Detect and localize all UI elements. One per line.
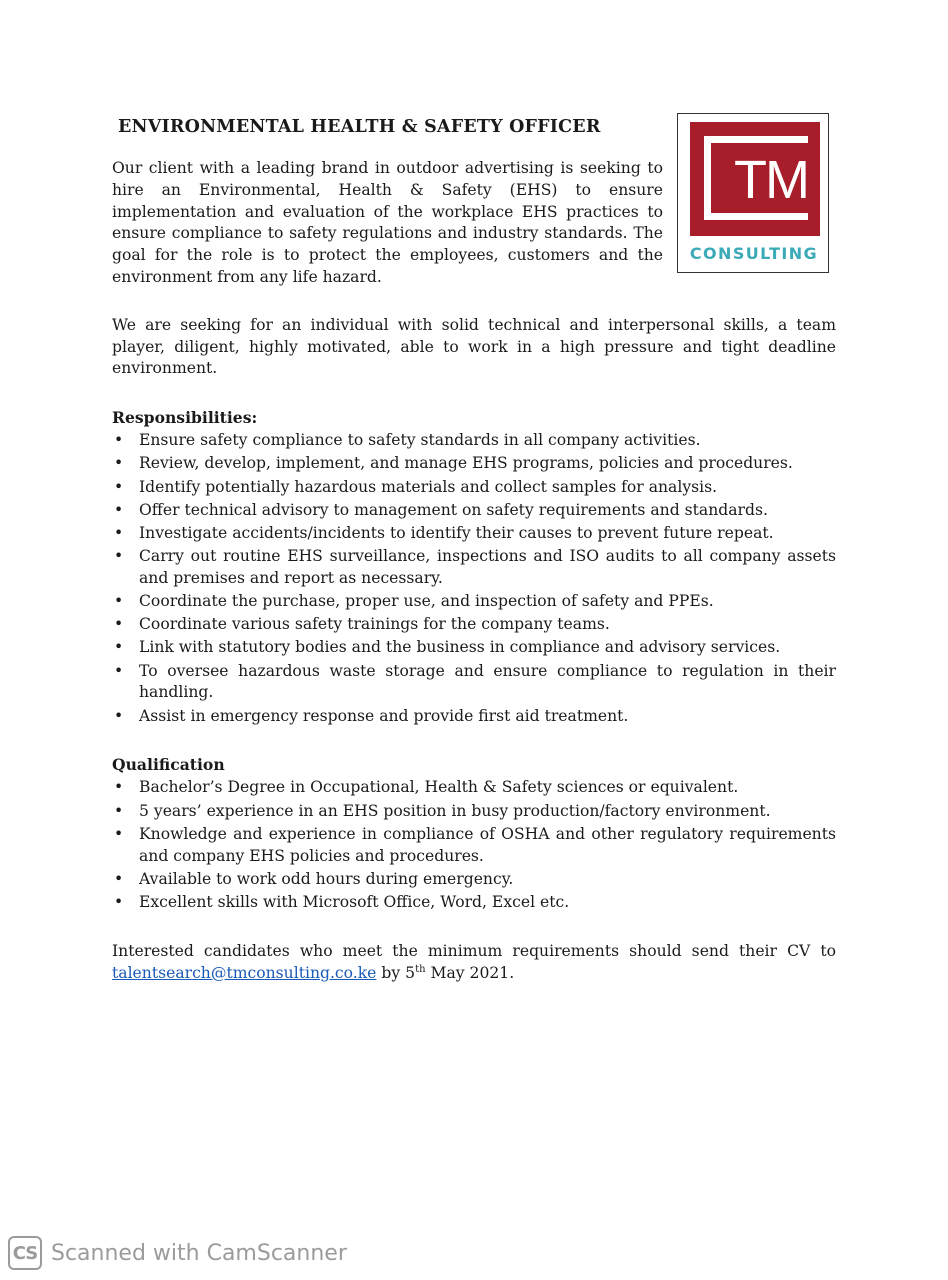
bullet-icon: • <box>114 592 124 611</box>
logo-red-block <box>690 122 820 236</box>
list-item: • Review, develop, implement, and manage EHS programs, policies and procedures. <box>112 453 836 475</box>
qualifications-list <box>112 777 836 913</box>
bullet-icon: • <box>114 801 124 820</box>
list-item: • Excellent skills with Microsoft Office, Word, Excel etc. <box>112 892 836 914</box>
qualification-heading: Qualification <box>112 755 225 775</box>
camscanner-watermark <box>8 1233 347 1273</box>
closing-deadline-prefix: by 5 <box>376 963 416 982</box>
list-item: • Coordinate various safety trainings for the company teams. <box>112 614 836 636</box>
tm-consulting-logo <box>677 113 829 273</box>
bullet-icon: • <box>114 706 124 725</box>
list-item: • Investigate accidents/incidents to identify their causes to prevent future repeat. <box>112 523 836 545</box>
logo-name: CONSULTING <box>689 244 819 263</box>
bullet-icon: • <box>114 547 124 566</box>
bullet-icon: • <box>114 477 124 496</box>
document-page <box>112 112 836 984</box>
job-title: ENVIRONMENTAL HEALTH & SAFETY OFFICER <box>118 117 601 137</box>
bullet-icon: • <box>114 500 124 519</box>
email-link[interactable]: talentsearch@tmconsulting.co.ke <box>112 963 377 982</box>
header-section <box>112 115 836 289</box>
intro-column <box>112 115 663 289</box>
list-item: • 5 years’ experience in an EHS position in busy production/factory environment. <box>112 801 836 823</box>
candidate-profile-paragraph: We are seeking for an individual with solid technical and interpersonal skills, a team player, diligent, highly motivated, able to work in a high pressure and tight deadline environment. <box>112 315 836 378</box>
intro-paragraph: Our client with a leading brand in outdoor advertising is seeking to hire an Environmental, Health & Safety (EHS) to ensure implementation and evaluation of the workplace EHS practices to ensure compliance to safety regulations and industry standards. The goal for the role is to protect the employees, customers and the environment from any life hazard. <box>112 159 663 286</box>
closing-text: Interested candidates who meet the minimum requirements should send their CV to <box>112 941 836 960</box>
list-item: • Available to work odd hours during emergency. <box>112 869 836 891</box>
list-item: • To oversee hazardous waste storage and ensure compliance to regulation in their handling. <box>114 661 836 702</box>
bullet-icon: • <box>114 892 124 911</box>
bullet-icon: • <box>114 431 124 450</box>
responsibilities-heading: Responsibilities: <box>112 408 258 428</box>
list-item: • Carry out routine EHS surveillance, inspections and ISO audits to all company assets and premises and report as necessary. <box>114 547 836 587</box>
bullet-icon: • <box>114 615 124 634</box>
bullet-icon: • <box>114 778 124 797</box>
closing-deadline-end: May 2021. <box>425 963 515 982</box>
watermark-text: Scanned with CamScanner <box>51 1240 347 1266</box>
list-item: • Link with statutory bodies and the business in compliance and advisory services. <box>112 637 836 659</box>
camscanner-logo-icon: CS <box>8 1236 42 1270</box>
logo-bracket-tick-top <box>790 136 808 143</box>
list-item: • Assist in emergency response and provide first aid treatment. <box>112 706 836 728</box>
date-ordinal-suffix: th <box>415 963 426 975</box>
logo-mark: TM <box>734 150 808 210</box>
list-item: • Coordinate the purchase, proper use, and inspection of safety and PPEs. <box>112 591 836 613</box>
bullet-icon: • <box>114 824 124 843</box>
logo-bracket-tick-bottom <box>790 213 808 220</box>
bullet-icon: • <box>114 523 124 542</box>
bullet-icon: • <box>114 661 124 680</box>
list-item: • Offer technical advisory to management on safety requirements and standards. <box>112 500 836 522</box>
application-instructions <box>112 941 836 985</box>
list-item: • Ensure safety compliance to safety standards in all company activities. <box>112 430 836 452</box>
bullet-icon: • <box>114 454 124 473</box>
list-item: • Identify potentially hazardous materials and collect samples for analysis. <box>112 477 836 499</box>
bullet-icon: • <box>114 638 124 657</box>
list-item: • Bachelor’s Degree in Occupational, Health & Safety sciences or equivalent. <box>112 777 836 799</box>
bullet-icon: • <box>114 869 124 888</box>
responsibilities-list <box>112 430 836 727</box>
list-item: • Knowledge and experience in compliance of OSHA and other regulatory requirements and company EHS policies and procedures. <box>114 824 836 865</box>
